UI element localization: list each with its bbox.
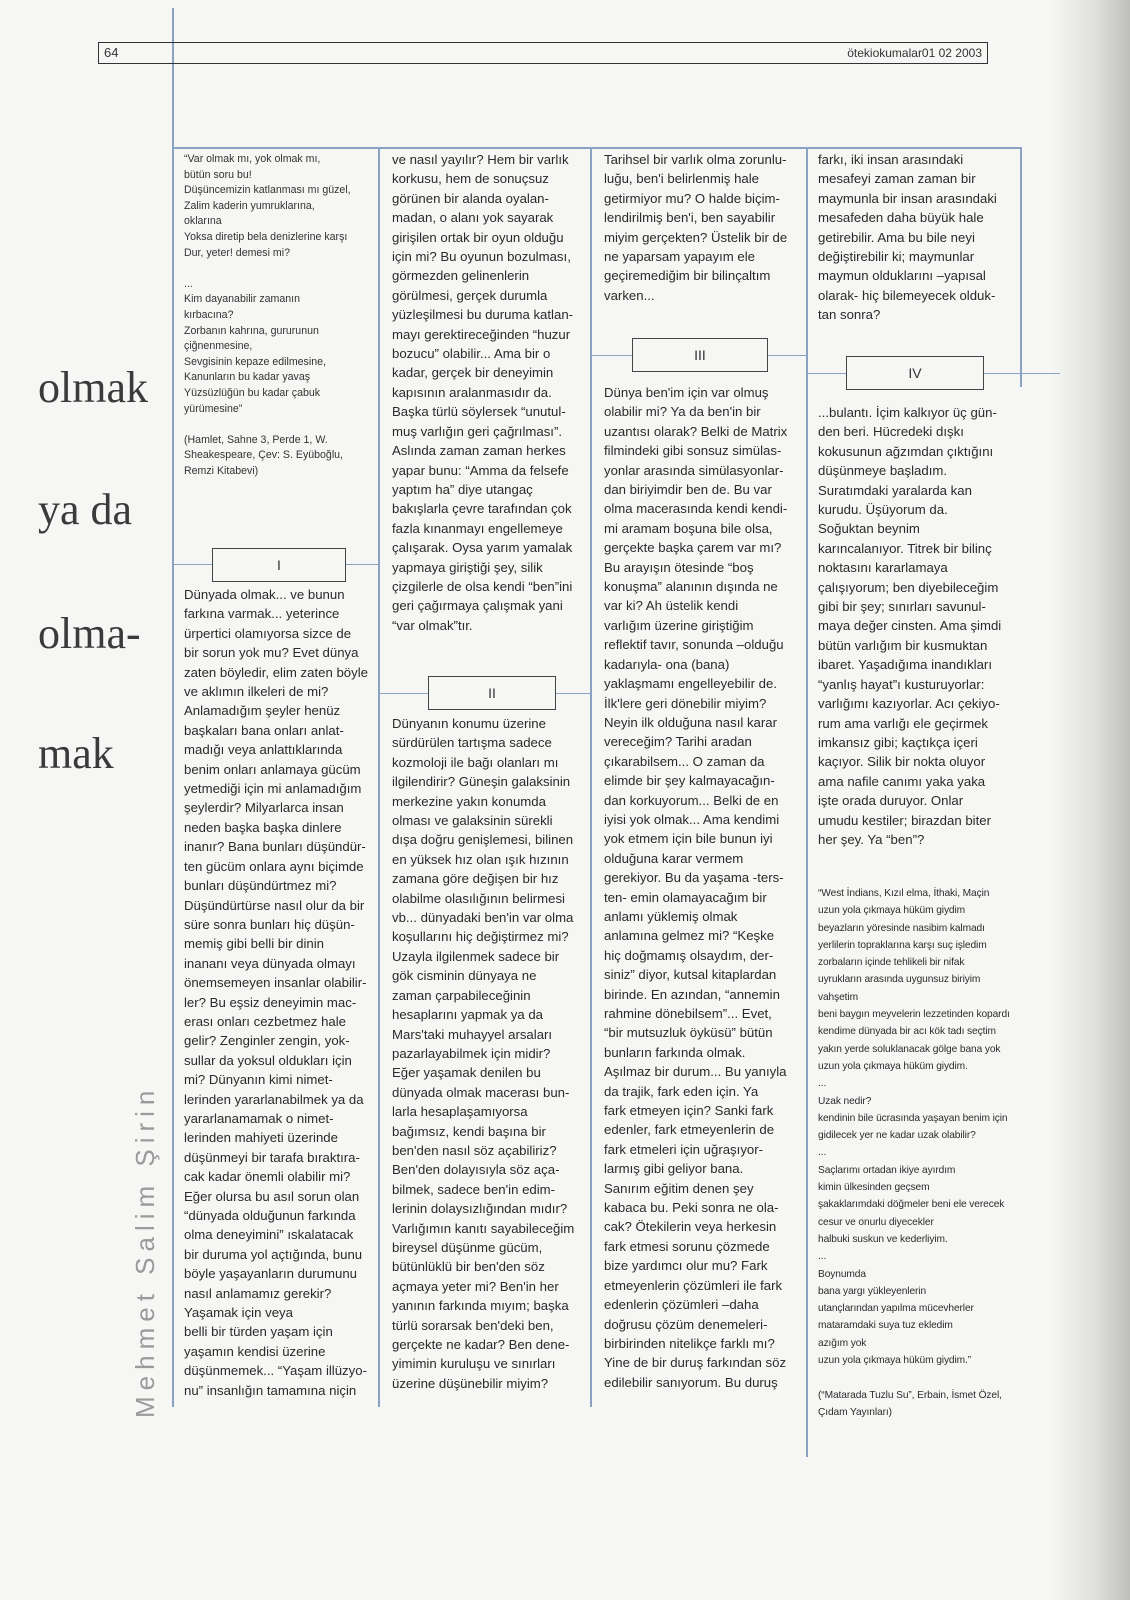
- issue-label: ötekiokumalar01 02 2003: [847, 46, 982, 60]
- page-number: 64: [104, 45, 119, 60]
- column-rule-3: [590, 147, 592, 1407]
- column-rule-2: [378, 147, 380, 1407]
- ismet-ozel-poem-quote: “West İndians, Kızıl elma, İthaki, Maçin uzun yola çıkmaya hüküm giydim beyazların yöresinde nasibim kalmadı yerlilerin topraklarına karşı suç işledim zorbaların içinde tehlikeli bir nifak uyrukların arasında uygunsuz biriyim vahşetim beni baygın meyvelerin lezzetinden kopardı kendime dünyada bir acı kök tadı seçtim yakın yerde soluklanacak gölge bana yok uzun yola çıkmaya hüküm giydim. ... Uzak nedir? kendinin bile ücrasında yaşayan benim için gidilecek yer ne kadar uzak olabilir? ... Saçlarımı ortadan ikiye ayırdım kimin ülkesinden geçsem şakaklarımdaki döğmeler beni ele verecek cesur ve onurlu diyecekler halbuki suskun ve kederliyim. ... Boynumda bana yargı yükleyenlerin utançlarından yapılma mücevherler mataramdaki suya tuz ekledim azığım yok uzun yola çıkmaya hüküm giydim.” (“Matarada Tuzlu Su”, Erbain, İsmet Özel, Çıdam Yayınları): [818, 888, 1010, 1418]
- section-4-marker: IV: [846, 356, 984, 390]
- title-line-2: ya da: [38, 485, 133, 534]
- column-2-text-top: ve nasıl yayılır? Hem bir varlık korkusu, hem de sonuçsuz görünen bir alanda oyalan- madan, o alanı yok sayarak girişilen ortak bir oyun olduğu için mi? Bu oyunun bozulması, görmezden gelinenlerin görülmesi, gerçek durumla yüzleşilmesi bu duruma katlan- mayı gerektireceğinden “huzur bozucu” olabilir... Ama bir o kadar, gerçek bir deneyimin kapısının aralanmasıdır da. Başka türlü söylersek “unutul- muş varlığın geri çağrılması”. Aslında zaman zaman herkes yapar bunu: “Amma da felsefe yaptım ha” diye utangaç bakışlarla çevre tarafından çok fazla kınanmayı engellemeye çalışarak. Oysa yarım yamalak yapmaya giriştiği şey, silik çizgilerle de olsa kendi “ben”ini geri çağırmaya çalışmak yani “var olmak”tır.: [392, 152, 574, 633]
- section-3-marker: III: [632, 338, 768, 372]
- column-3-text-top: Tarihsel bir varlık olma zorunlu- luğu, ben'i belirlenmiş hale getirmiyor mu? O halde biçim- lendirilmiş ben'i, ben sayabilir miyim gerçekten? Üstelik bir de ne yaparsam yapayım ele geçiremediğim bir bilinçaltım varken...: [604, 152, 788, 303]
- column-rule-1: [172, 147, 174, 1407]
- title-line-3: olma-: [38, 609, 141, 658]
- column-rule-4: [806, 147, 808, 1457]
- column-4-text-top: farkı, iki insan arasındaki mesafeyi zaman zaman bir maymunla bir insan arasındaki mesafeden daha büyük hale getirebilir. Ama bu bile neyi değiştirebilir ki; maymunlar maymun olduklarını –yapısal olarak- hiç bilemeyecek olduk- tan sonra?: [818, 152, 997, 323]
- title-line-1: olmak: [38, 363, 148, 412]
- column-3-text-bottom: Dünya ben'im için var olmuş olabilir mi? Ya da ben'in bir uzantısı olarak? Belki de Matrix filmindeki gibi sonsuz simülas- yonlar arasında simülasyonlar- dan biriyimdir ben de. Bu var olma macerasında kendi kendi- mi aramam boşuna bile olsa, gerçekte başka çarem var mı? Bu arayışın ötesinde “boş konuşma” alanının dışında ne var ki? Ah üstelik kendi varlığım üzerine giriştiğim reflektif tavır, sonunda –olduğu kadarıyla- ona (bana) yaklaşmamı engelleyebilir de. İlk'lere geri dönebilir miyim? Neyin ilk olduğuna nasıl karar vereceğim? Tarihi aradan çıkarabilsem... O zaman da elimde bir şey kalmayacağın- dan korkuyorum... Belki de en iyisi yok olmak... Ama kendimi yok etmem için bile bunun iyi olduğuna karar vermem gerekiyor. Bu da yaşama -ters- ten- emin olamayacağım bir anlamı yüklemiş olmak anlamına gelmez mi? “Keşke hiç doğmamış olsaydım, der- siniz” diyor, kutsal kitaplardan birinde. En azından, “annemin rahmine dönebilsem”... Evet, “bir mutsuzluk öyküsü” bütün bunların farkında olmak. Aşılmaz bir durum... Bu yanıyla da trajik, fark eden için. Ya fark etmeyen için? Sanki fark edenler, fark etmeyenlerin de fark etmeleri için uğraşıyor- larmış gibi geliyor bana. Sanırım eğitim denen şey kabaca bu. Peki sonra ne ola- cak? Ötekilerin veya herkesin fark etmesi sorunu çözmede bize yardımcı olur mu? Fark etmeyenlerin çözümleri ile fark edenlerin çözümleri –daha doğrusu çözüm denemeleri- birbirinden nitelikçe farklı mı? Yine de bir duruş farkından söz edilebilir sanıyorum. Bu duruş: [604, 385, 788, 1390]
- scan-edge-shadow: [1052, 0, 1130, 1600]
- column-4-text-bottom: ...bulantı. İçim kalkıyor üç gün- den beri. Hücredeki dışkı kokusunun ağzımdan çıktığını düşünmeye başladım. Suratımdaki yaralarda kan kurudu. Üşüyorum da. Soğuktan beynim karıncalanıyor. Titrek bir bilinç noktasını kararlamaya çalışıyorum; ben diyebileceğim gibi bir şey; sınırları savunul- maya değer cinsten. Ama şimdi bütün varlığım bir kusmuktan ibaret. Yaşadığıma inandıkları “yanlış hayat”ı kusturuyorlar: varlığımı kazıyorlar. Acı çekiyo- rum ama varlığı ele geçirmek imkansız gibi; kaçtıkça içeri kaçıyor. Silik bir nokta oluyor ama nafile canımı yaka yaka işte orada duruyor. Onlar umudu kestiler; birazdan biter her şey. Ya “ben”?: [818, 405, 1002, 847]
- section-1-marker: I: [212, 548, 346, 582]
- column-2-text-bottom: Dünyanın konumu üzerine sürdürülen tartışma sadece kozmoloji ile bağı olanları mı ilgilendirir? Güneşin galaksinin merkezine yakın konumda olması ve galaksinin sürekli dışa doğru genişlemesi, bilinen en yüksek hız olan ışık hızının zamana göre değişen bir hız olabilme olasılığının belirmesi vb... dünyadaki ben'in var olma koşullarını hiç değiştirmez mi? Uzayla ilgilenmek sadece bir gök cisminin dünyaya ne zaman çarpabileceğinin hesaplarını yapmak ya da Mars'taki muhayyel arsaları pazarlayabilmek için midir? Eğer yaşamak denilen bu dünyada olmak macerası bun- larla hesaplaşamıyorsa bağımsız, kendi başına bir ben'den nasıl söz açabiliriz? Ben'den dolayısıyla söz aça- bilmek, sadece ben'in edim- lerinin dolaysızlığından mıdır? Varlığımın kanıtı sayabileceğim bireysel düşünme gücüm, bütünlüklü bir ben'den söz açmaya yeter mi? Ben'in her yanının farkında mıyım; başka türlü sorarsak ben'deki ben, gerçekte ne kadar? Ben dene- yimimin kuruluşu ve sınırları üzerine düşünebilir miyim?: [392, 716, 575, 1391]
- author-name: Mehmet Salim Şirin: [130, 1084, 160, 1418]
- column-1-text: Dünyada olmak... ve bunun farkına varmak... yeterince ürpertici olamıyorsa sizce de bir sorun yok mu? Evet dünya zaten böyledir, elim zaten böyle ve aklımın ilkeleri de mi? Anlamadığım şeyler henüz başkaları bana onları anlat- madığı veya anlattıklarında benim onları anlamaya gücüm yetmediği için mi anlamadığım şeylerdir? Milyarlarca insan neden başka başka dinlere inanır? Bana bunları düşündür- ten gücüm onlara aynı biçimde bunları düşündürtmez mi? Düşündürtürse nasıl olur da bir süre sonra bunları hiç düşün- memiş gibi belli bir dinin inananı veya dünyada olmayı önemsemeyen insanlar olabilir- ler? Bu eşsiz deneyimin mac- erası onları cezbetmez hale gelir? Zenginler zengin, yok- sullar da yoksul oldukları için mi? Dünyanın kimi nimet- lerinden yararlanabilmek ya da yararlanamamak o nimet- lerinden mahiyeti üzerinde düşünmeyi bir tarafa bıraktıra- cak kadar önemli olabilir mi? Eğer olursa bu asıl sorun olan “dünyada olduğunun farkında olma deneyimini” ıskalatacak bir duruma yol açtığında, bunu böyle yaşayanların durumunu nasıl anlamamız gerekir? Yaşamak için veya belli bir türden yaşam için yaşamın kendisi üzerine düşünmemek... “Yaşam illüzyo- nu” insanlığın tamamına niçin: [184, 587, 368, 1398]
- top-horizontal-rule: [172, 147, 1020, 149]
- section-2-marker: II: [428, 676, 556, 710]
- hamlet-epigraph: “Var olmak mı, yok olmak mı, bütün soru bu! Düşüncemizin katlanması mı güzel, Zalim kaderin yumruklarına, oklarına Yoksa diretip bela denizlerine karşı Dur, yeter! demesi mi? ... Kim dayanabilir zamanın kırbacına? Zorbanın kahrına, gururunun çiğnenmesine, Sevgisinin kepaze edilmesine, Kanunların bu kadar yavaş Yüzsüzlüğün bu kadar çabuk yürümesine” (Hamlet, Sahne 3, Perde 1, W. Sheakespeare, Çev: S. Eyüboğlu, Remzi Kitabevi): [184, 153, 351, 477]
- title-line-4: mak: [38, 729, 114, 778]
- top-left-rule: [172, 8, 174, 148]
